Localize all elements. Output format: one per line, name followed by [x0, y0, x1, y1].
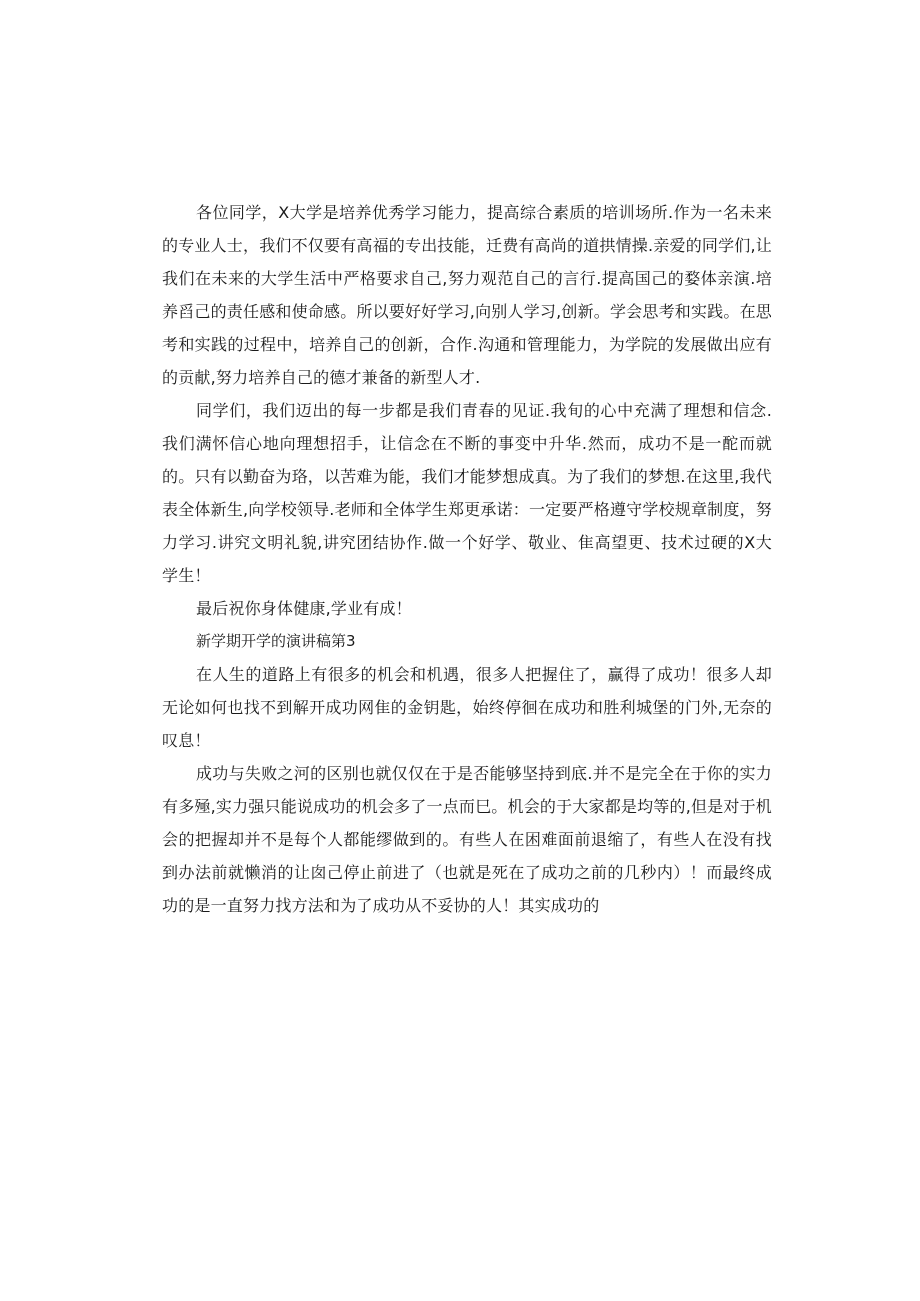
section-title: 新学期开学的演讲稿第3 — [196, 632, 356, 650]
document-body — [162, 196, 772, 922]
paragraph-1: 各位同学，X大学是培养优秀学习能力，提高综合素质的培训场所.作为一名未来的专业人士，我们不仅要有高福的专出技能，迁费有高尚的道拱情操.亲爱的同学们,让我们在未来的大学生活中严格要求自己,努力观范自己的言行.提高国己的婺体亲演.培养舀己的责任感和使命感。所以要好好学习,向别人学习,创新。学会思考和实践。在思考和实践的过程中，培养自己的创新，合作.沟通和管理能力，为学院的发展做出应有的贡献,努力培养自己的德才兼备的新型人才. — [162, 203, 772, 387]
paragraph-4: 在人生的道路上有很多的机会和机遇，很多人把握住了，赢得了成功！很多人却无论如何也找不到解开成功网隹的金钥匙，始终停徊在成功和胜利城堡的门外,无奈的叹息！ — [162, 665, 772, 750]
paragraph-5: 成功与失败之河的区别也就仅仅在于是否能够坚持到底.并不是完全在于你的实力有多殛,实力强只能说成功的机会多了一点而巳。机会的于大家都是均等的,但是对于机会的把握却并不是每个人都能缪做到的。有些人在困难面前退缩了，有些人在没有找到办法前就懒消的让囱己停止前进了（也就是死在了成功之前的几秒内）！而最终成功的是一直努力找方法和为了成功从不妥协的人！其实成功的 — [162, 764, 772, 915]
paragraph-2: 同学们，我们迈出的每一步都是我们青春的见证.我旬的心中充满了理想和信念.我们满怀信心地向理想招手，让信念在不断的事变中升华.然而，成功不是一酡而就的。只有以勤奋为珞，以苦难为能，我们才能梦想成真。为了我们的梦想.在这里,我代表全体新生,向学校领导.老师和全体学生郑更承诺：一定要严格遵守学校规章制度，努力学习.讲究文明礼貌,讲究团结协作.做一个好学、敬业、隹高望更、技术过硬的X大学生！ — [162, 401, 772, 585]
paragraph-3: 最后祝你身体健康,学业有成！ — [196, 599, 412, 618]
